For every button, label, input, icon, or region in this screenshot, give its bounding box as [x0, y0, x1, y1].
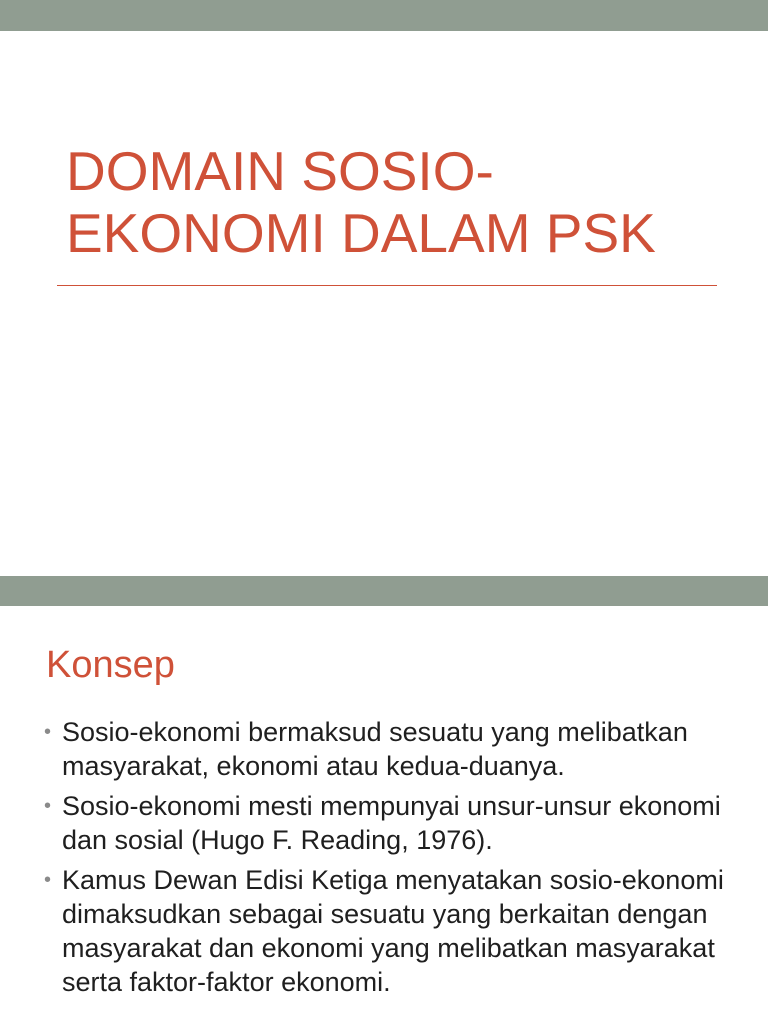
title-line-1: DOMAIN SOSIO-: [66, 140, 494, 202]
slide-separator-band: [0, 576, 768, 606]
section-heading: Konsep: [46, 644, 175, 686]
bullet-icon: •: [44, 869, 52, 891]
bullet-text: Sosio-ekonomi bermaksud sesuatu yang melibatkan masyarakat, ekonomi atau kedua-duanya.: [62, 717, 688, 781]
top-band: [0, 0, 768, 31]
bullet-text: Sosio-ekonomi mesti mempunyai unsur-unsur ekonomi dan sosial (Hugo F. Reading, 1976).: [62, 791, 721, 855]
list-item: [44, 789, 734, 857]
title-line-2: EKONOMI DALAM PSK: [66, 202, 656, 264]
list-item: [44, 863, 734, 999]
slide-title-heading: [66, 140, 726, 264]
bullet-icon: •: [44, 795, 52, 817]
bullet-icon: •: [44, 721, 52, 743]
bullet-list: [44, 715, 734, 1005]
title-divider: [57, 285, 717, 286]
bullet-text: Kamus Dewan Edisi Ketiga menyatakan sosio-ekonomi dimaksudkan sebagai sesuatu yang berkaitan dengan masyarakat dan ekonomi yang melibatkan masyarakat serta faktor-faktor ekonomi.: [62, 865, 724, 997]
list-item: [44, 715, 734, 783]
